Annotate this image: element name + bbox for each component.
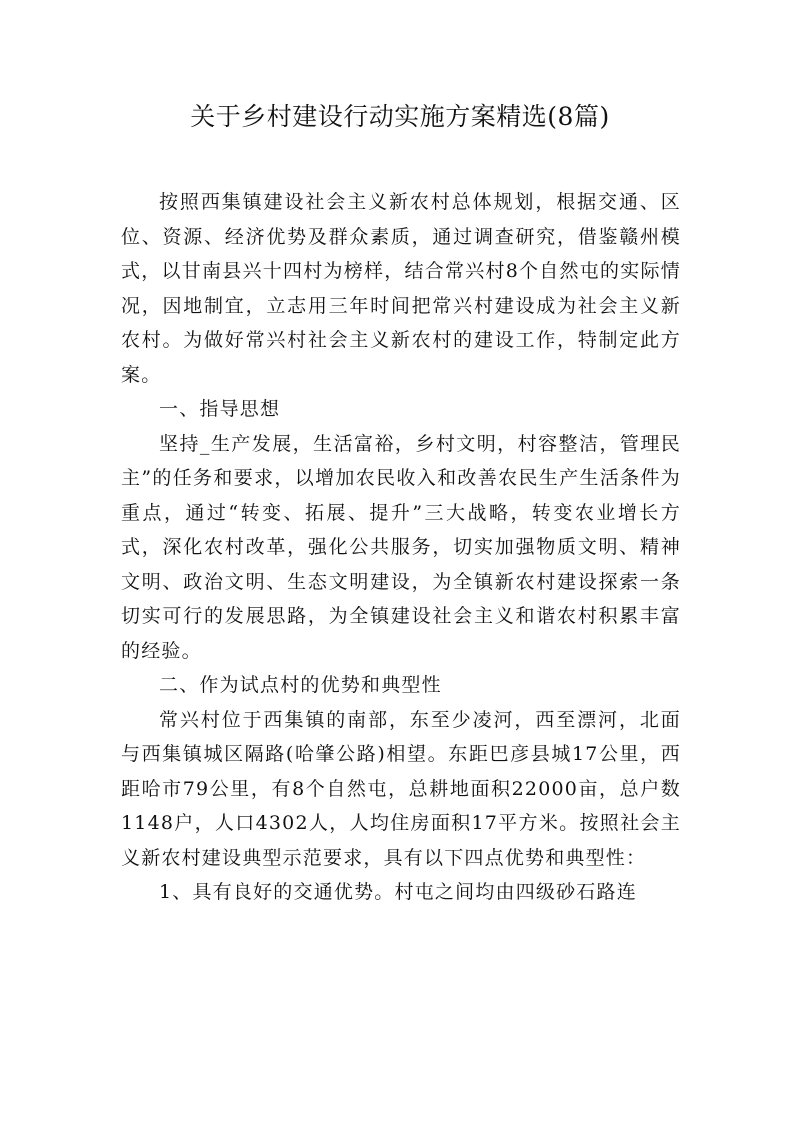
paragraph-traffic-advantage: 1、具有良好的交通优势。村屯之间均由四级砂石路连 [159,881,637,903]
document-body [121,185,681,910]
paragraph-guiding-ideology: 坚持_生产发展，生活富裕，乡村文明，村容整洁，管理民主”的任务和要求，以增加农民收入和改善农民生产生活条件为重点，通过“转变、拓展、提升”三大战略，转变农业增长方式，深化农村改革，强化公共服务，切实加强物质文明、精神文明、政治文明、生态文明建设，为全镇新农村建设探索一条切实可行的发展思路，为全镇建设社会主义和谐农村积累丰富的经验。 [121,432,681,662]
paragraph-village-overview: 常兴村位于西集镇的南部，东至少凌河，西至漂河，北面与西集镇城区隔路(哈肇公路)相望。东距巴彦县城17公里，西距哈市79公里，有8个自然屯，总耕地面积22000亩，总户数1148户，人口4302人，人均住房面积17平方米。按照社会主义新农村建设典型示范要求，具有以下四点优势和典型性： [121,708,681,869]
document-title: 关于乡村建设行动实施方案精选(8篇) [190,102,610,131]
paragraph-intro: 按照西集镇建设社会主义新农村总体规划，根据交通、区位、资源、经济优势及群众素质，通过调查研究，借鉴赣州模式，以甘南县兴十四村为榜样，结合常兴村8个自然屯的实际情况，因地制宜，立志用三年时间把常兴村建设成为社会主义新农村。为做好常兴村社会主义新农村的建设工作，特制定此方案。 [121,191,681,386]
section-heading-pilot-advantages: 二、作为试点村的优势和典型性 [159,674,442,696]
section-heading-guiding-ideology: 一、指导思想 [159,398,281,420]
